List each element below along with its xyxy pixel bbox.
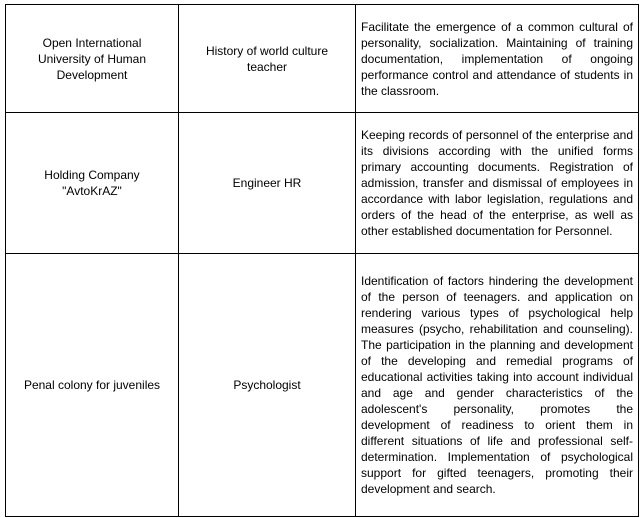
position-cell: Engineer HR xyxy=(179,113,356,254)
table-row xyxy=(6,5,639,113)
table-row xyxy=(6,254,639,517)
description-cell: Facilitate the emergence of a common cultural of personality, socialization. Maintaining of training documentation, implementation of ongoing performance control and attendance of students in the classroom. xyxy=(356,5,639,113)
position-cell: Psychologist xyxy=(179,254,356,517)
description-cell: Keeping records of personnel of the enterprise and its divisions according with the unified forms primary accounting documents. Registration of admission, transfer and dismissal of employees in accordance with labor legislation, regulations and orders of the head of the enterprise, as well as other established documentation for Personnel. xyxy=(356,113,639,254)
document-table xyxy=(5,4,639,517)
table-row xyxy=(6,113,639,254)
position-cell: History of world culture teacher xyxy=(179,5,356,113)
organization-cell: Holding Company "AvtoKrAZ" xyxy=(6,113,179,254)
description-cell: Identification of factors hindering the development of the person of teenagers. and application on rendering various types of psychological help measures (psycho, rehabilitation and counseling). The participation in the planning and development of the developing and remedial programs of educational activities taking into account individual and age and gender characteristics of the adolescent's personality, promotes the development of readiness to orient them in different situations of life and professional self-determination. Implementation of psychological support for gifted teenagers, promoting their development and search. xyxy=(356,254,639,517)
organization-cell: Penal colony for juveniles xyxy=(6,254,179,517)
organization-cell: Open International University of Human Development xyxy=(6,5,179,113)
